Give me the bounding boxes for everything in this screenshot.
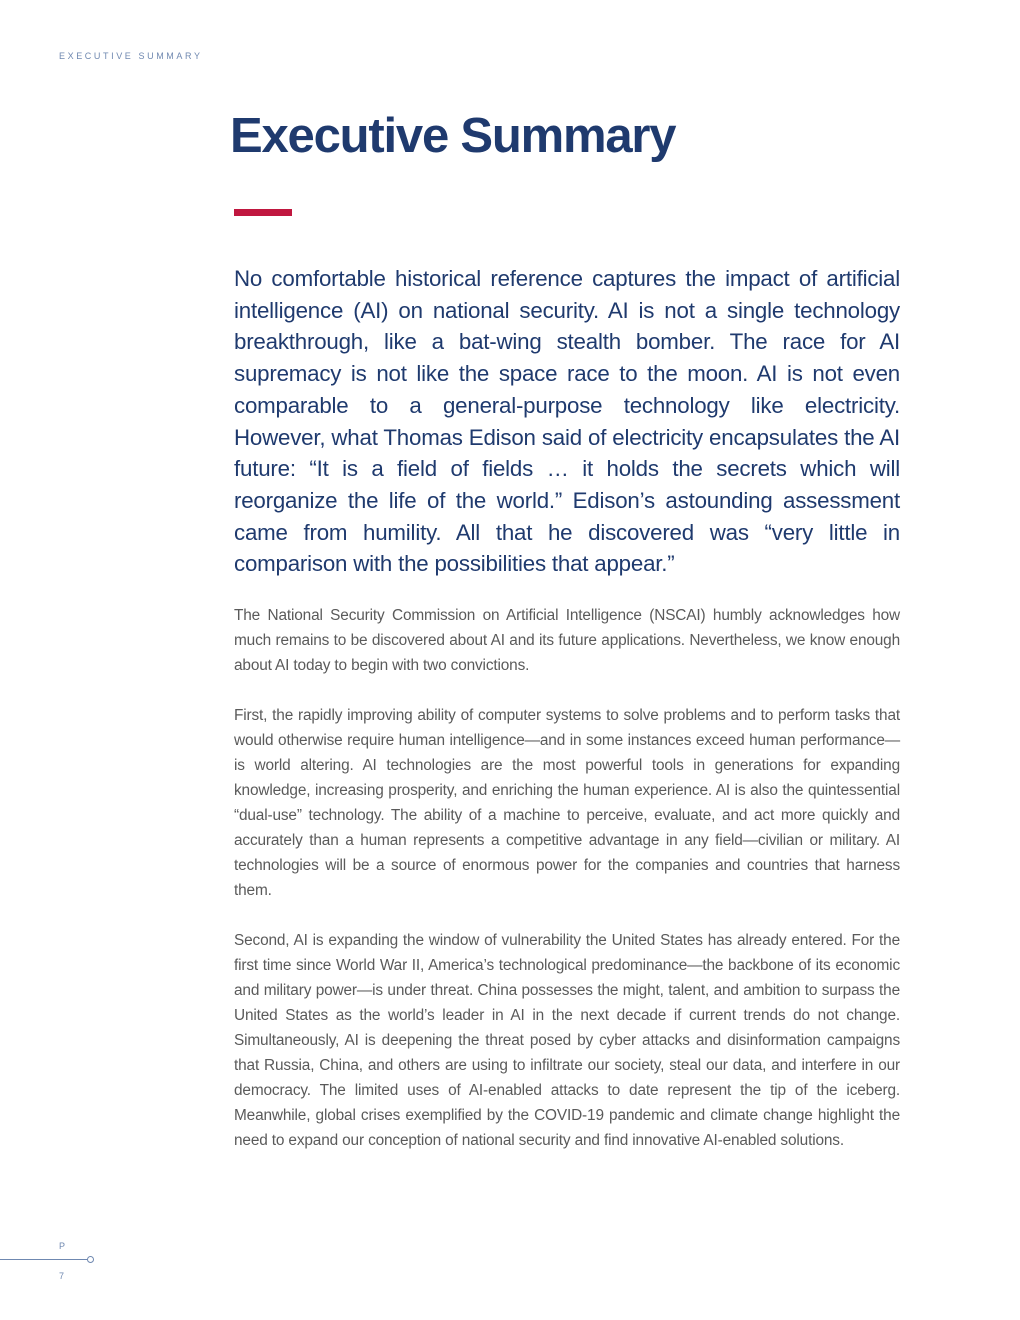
page-marker-letter: P	[59, 1241, 66, 1251]
page-marker-dot-icon	[87, 1256, 94, 1263]
page-number: 7	[59, 1271, 65, 1281]
body-paragraph-first-conviction: First, the rapidly improving ability of computer systems to solve problems and to perform tasks that would otherwise require human intelligence—and in some instances exceed human performance—is world altering. AI technologies are the most powerful tools in generations for expanding knowledge, increasing prosperity, and enriching the human experience. AI is also the quintessential “dual-use” technology. The ability of a machine to perceive, evaluate, and act more quickly and accurately than a human represents a competitive advantage in any field—civilian or military. AI technologies will be a source of enormous power for the companies and countries that harness them.	[234, 707, 900, 899]
running-header: EXECUTIVE SUMMARY	[59, 51, 203, 61]
lead-paragraph: No comfortable historical reference captures the impact of artificial intelligence (AI) on national security. AI is not a single technology breakthrough, like a bat-wing stealth bomber. The race for AI supremacy is not like the space race to the moon. AI is not even comparable to a general-purpose technology like electricity. However, what Thomas Edison said of electricity encapsulates the AI future: “It is a field of fields … it holds the secrets which will reorganize the life of the world.” Edison’s astounding assessment came from humility. All that he discovered was “very little in comparison with the possibilities that appear.”	[234, 266, 900, 577]
page-title: Executive Summary	[230, 109, 676, 163]
body-paragraph-intro: The National Security Commission on Artificial Intelligence (NSCAI) humbly acknowledges how much remains to be discovered about AI and its future applications. Nevertheless, we know enough about AI today to begin with two convictions.	[234, 607, 900, 674]
body-paragraph-second-conviction: Second, AI is expanding the window of vulnerability the United States has already entered. For the first time since World War II, America’s technological predominance—the backbone of its economic and military power—is under threat. China possesses the might, talent, and ambition to surpass the United States as the world’s leader in AI in the next decade if current trends do not change. Simultaneously, AI is deepening the threat posed by cyber attacks and disinformation campaigns that Russia, China, and others are using to infiltrate our society, steal our data, and interfere in our democracy. The limited uses of AI-enabled attacks to date represent the tip of the iceberg. Meanwhile, global crises exemplified by the COVID-19 pandemic and climate change highlight the need to expand our conception of national security and find innovative AI-enabled solutions.	[234, 932, 900, 1149]
title-accent-rule	[234, 209, 292, 216]
page-marker-line	[0, 1259, 88, 1260]
